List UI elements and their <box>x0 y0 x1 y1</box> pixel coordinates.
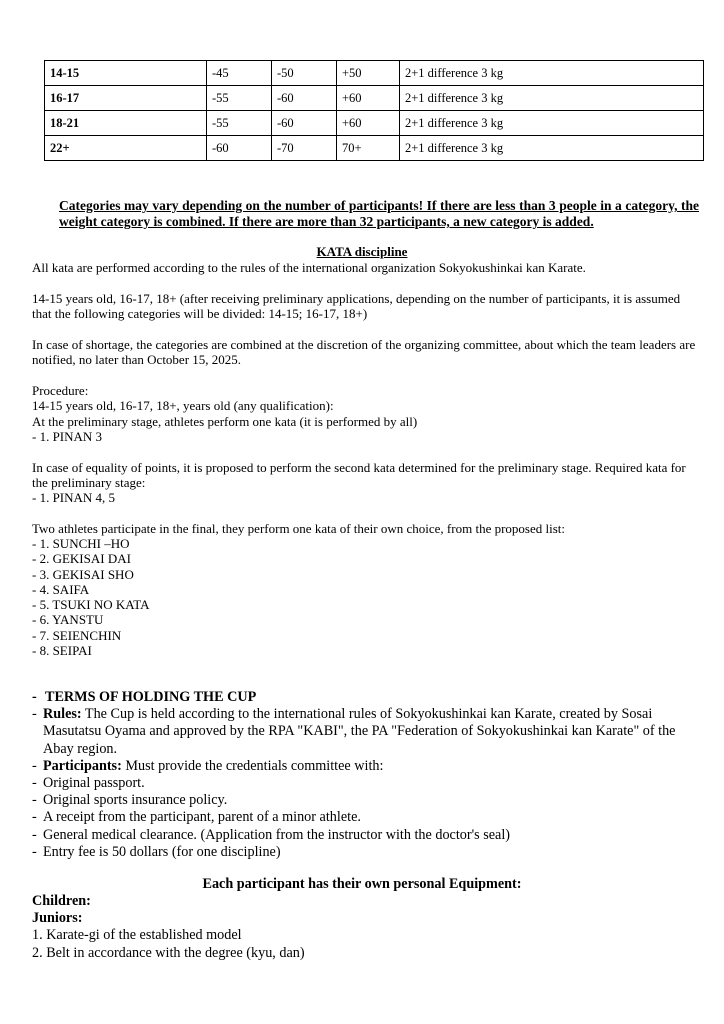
terms-heading: TERMS OF HOLDING THE CUP <box>45 689 257 705</box>
kata-section-title: KATA discipline <box>316 244 408 259</box>
weight-cell: -60 <box>272 86 337 111</box>
note-cell: 2+1 difference 3 kg <box>400 86 704 111</box>
list-dash: - <box>32 826 37 843</box>
list-item <box>32 844 704 861</box>
weight-cell: +60 <box>337 86 400 111</box>
age-cell: 22+ <box>45 136 207 161</box>
procedure-line: At the preliminary stage, athletes perform one kata (it is performed by all) <box>32 413 418 429</box>
table-row <box>45 136 704 161</box>
list-item: - 5. TSUKI NO KATA <box>32 597 150 613</box>
kata-procedure <box>32 383 417 444</box>
list-item: - 1. PINAN 4, 5 <box>32 490 116 505</box>
list-item <box>32 809 704 826</box>
kata-age-categories-paragraph: 14-15 years old, 16-17, 18+ (after receiving preliminary applications, depending on the number of participants, it is assumed that the following categories will be divided: 14-15; 16-17, 18+) <box>32 291 681 322</box>
terms-heading-row <box>32 689 704 706</box>
weight-cell: -55 <box>207 111 272 136</box>
terms-participants-row <box>32 758 704 775</box>
terms-section <box>32 689 704 861</box>
note-cell: 2+1 difference 3 kg <box>400 111 704 136</box>
note-cell: 2+1 difference 3 kg <box>400 136 704 161</box>
weight-cell: -50 <box>272 61 337 86</box>
list-item: 2. Belt in accordance with the degree (kyu, dan) <box>32 944 305 961</box>
list-item <box>32 827 704 844</box>
weight-cell: +60 <box>337 111 400 136</box>
list-item: - 8. SEIPAI <box>32 643 92 659</box>
list-item <box>32 775 704 792</box>
terms-rules-row <box>32 706 704 758</box>
equipment-title: Each participant has their own personal Equipment: <box>202 876 522 892</box>
kata-tiebreak-list <box>32 490 115 505</box>
table-row <box>45 86 704 111</box>
procedure-label: Procedure: <box>32 383 89 398</box>
list-dash: - <box>32 706 37 723</box>
weight-cell: -55 <box>207 86 272 111</box>
list-item: - 3. GEKISAI SHO <box>32 566 134 582</box>
kata-tiebreak-paragraph: In case of equality of points, it is proposed to perform the second kata determined for the preliminary stage. Required kata for the preliminary stage: <box>32 460 686 491</box>
weight-cell: -70 <box>272 136 337 161</box>
participants-label: Participants: <box>43 757 122 774</box>
requirement-item: Entry fee is 50 dollars (for one discipline) <box>43 843 281 860</box>
weight-category-table <box>44 60 704 161</box>
rules-label: Rules: <box>43 706 82 723</box>
list-item: - 7. SEIENCHIN <box>32 627 122 643</box>
weight-cell: -60 <box>207 136 272 161</box>
list-dash: - <box>32 689 37 705</box>
list-item: - 1. SUNCHI –HO <box>32 536 130 551</box>
procedure-line: - 1. PINAN 3 <box>32 428 103 444</box>
weight-cell: 70+ <box>337 136 400 161</box>
participants-text: Must provide the credentials committee with: <box>121 757 384 774</box>
list-dash: - <box>32 792 37 809</box>
kata-final-list <box>32 536 150 658</box>
list-item: - 6. YANSTU <box>32 612 104 628</box>
table-row <box>45 111 704 136</box>
rules-text: The Cup is held according to the international rules of Sokyokushinkai kan Karate, created by Sosai Masutatsu Oyama and approved by the RPA "KABI", the PA "Federation of Sokyokushinkai kan Karate" of the Abay region. <box>43 706 676 757</box>
table-row <box>45 61 704 86</box>
children-label: Children: <box>32 893 91 909</box>
kata-final-paragraph: Two athletes participate in the final, they perform one kata of their own choice, from the proposed list: <box>32 521 565 536</box>
kata-shortage-paragraph: In case of shortage, the categories are combined at the discretion of the organizing committee, about which the team leaders are notified, no later than October 15, 2025. <box>32 337 696 368</box>
requirement-item: A receipt from the participant, parent of a minor athlete. <box>43 809 361 826</box>
weight-cell: +50 <box>337 61 400 86</box>
requirement-item: Original passport. <box>43 775 145 792</box>
list-item <box>32 792 704 809</box>
requirement-item: Original sports insurance policy. <box>43 792 228 809</box>
requirement-item: General medical clearance. (Application from the instructor with the doctor's seal) <box>43 826 511 843</box>
weight-cell: -45 <box>207 61 272 86</box>
list-item: - 2. GEKISAI DAI <box>32 551 131 567</box>
list-dash: - <box>32 809 37 826</box>
age-cell: 16-17 <box>45 86 207 111</box>
note-cell: 2+1 difference 3 kg <box>400 61 704 86</box>
age-cell: 14-15 <box>45 61 207 86</box>
juniors-label: Juniors: <box>32 910 83 927</box>
list-dash: - <box>32 757 37 774</box>
list-item: 1. Karate-gi of the established model <box>32 927 242 944</box>
categories-notice: Categories may vary depending on the number of participants! If there are less than 3 people in a category, the weight category is combined. If there are more than 32 participants, a new category is added. <box>59 198 699 229</box>
equipment-section <box>32 893 704 962</box>
procedure-line: 14-15 years old, 16-17, 18+, years old (any qualification): <box>32 398 334 414</box>
weight-cell: -60 <box>272 111 337 136</box>
list-dash: - <box>32 775 37 792</box>
list-item: - 4. SAIFA <box>32 581 90 597</box>
age-cell: 18-21 <box>45 111 207 136</box>
kata-rules-paragraph: All kata are performed according to the rules of the international organization Sokyokushinkai kan Karate. <box>32 260 586 275</box>
list-dash: - <box>32 843 37 860</box>
